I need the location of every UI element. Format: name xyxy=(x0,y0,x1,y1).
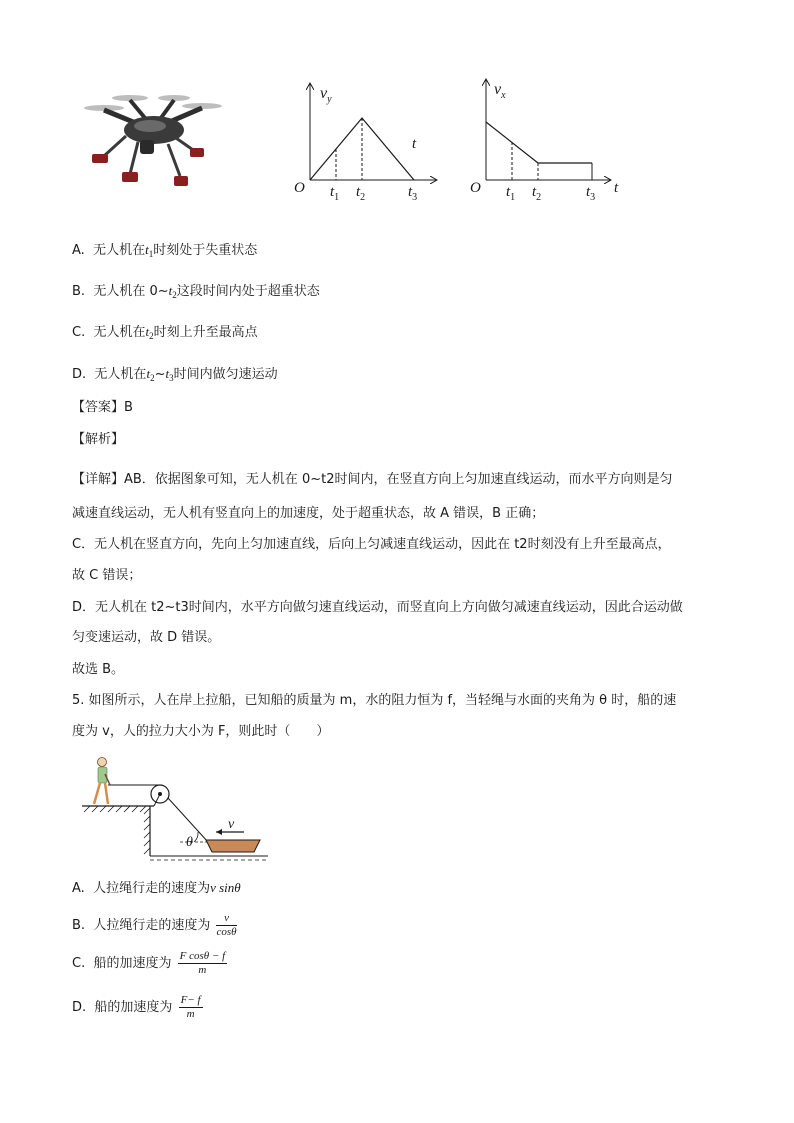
q4-option-d: D. 无人机在$t_2\sim t_3$时间内做匀速运动 xyxy=(72,366,278,383)
vy-graph xyxy=(290,80,440,205)
q4-option-c: C. 无人机在$t_2$时刻上升至最高点 xyxy=(72,324,258,341)
detail-line-6: 匀变速运动，故 D 错误。 xyxy=(72,630,221,645)
drone-image xyxy=(78,90,226,202)
svg-text:t2: $t_2$ xyxy=(532,184,542,203)
origin-label-2: O xyxy=(470,180,481,196)
svg-text:t2: $t_2$ xyxy=(356,184,366,203)
detail-line-4: 故 C 错误； xyxy=(72,568,142,583)
origin-label: O xyxy=(294,180,305,196)
q5-option-a: A. 人拉绳行走的速度为v sinθ xyxy=(72,880,241,896)
svg-text:t1: $t_1$ xyxy=(506,184,516,203)
velocity-label: v xyxy=(228,817,235,832)
boat-pulley-figure xyxy=(80,752,270,864)
detail-line-1: 【详解】AB．依据图象可知，无人机在 0~t2时间内，在竖直方向上匀加速直线运动，而水平方向则是匀 xyxy=(72,472,673,487)
svg-text:t1: $t_1$ xyxy=(330,184,340,203)
vy-axis-label: $v_y$ xyxy=(320,85,332,105)
q5-option-d: D. 船的加速度为 $\frac{F- f}{m}$ xyxy=(72,994,201,1020)
svg-text:t3: $t_3$ xyxy=(586,184,596,203)
vx-axis-label: $v_x$ xyxy=(494,81,506,101)
angle-label: θ xyxy=(186,835,193,850)
analysis-label: 【解析】 xyxy=(72,432,125,447)
q5-option-c: C. 船的加速度为 $\frac{\text{F cosθ − f}}{m}$ xyxy=(72,950,226,976)
svg-text:t3: $t_3$ xyxy=(408,184,418,203)
q5-option-b: B. 人拉绳行走的速度为 $\frac{v}{\cos\theta}$ xyxy=(72,912,237,938)
t-axis-label: t xyxy=(614,180,619,196)
detail-line-3: C．无人机在竖直方向，先向上匀加速直线，后向上匀减速直线运动，因此在 t2时刻没有上升至最高点， xyxy=(72,537,671,552)
q5-stem-line-1: 5. 如图所示，人在岸上拉船，已知船的质量为 m，水的阻力恒为 f，当轻绳与水面的夹角为 θ 时，船的速 xyxy=(72,693,677,708)
detail-line-2: 减速直线运动，无人机有竖直向上的加速度，处于超重状态，故 A 错误，B 正确； xyxy=(72,506,545,521)
detail-line-5: D．无人机在 t2~t3时间内，水平方向做匀速直线运动，而竖直向上方向做匀减速直线运动，因此合运动做 xyxy=(72,600,683,615)
answer-line: 【答案】B xyxy=(72,400,133,415)
q4-option-a: A. 无人机在$t_1$时刻处于失重状态 xyxy=(72,242,258,259)
q5-stem-line-2: 度为 v，人的拉力大小为 F，则此时（ ） xyxy=(72,724,330,739)
q4-option-b: B. 无人机在 $0\sim t_2$这段时间内处于超重状态 xyxy=(72,283,320,300)
curve-t-label: t xyxy=(412,136,417,152)
detail-line-7: 故选 B。 xyxy=(72,662,125,677)
vx-graph xyxy=(468,76,633,206)
